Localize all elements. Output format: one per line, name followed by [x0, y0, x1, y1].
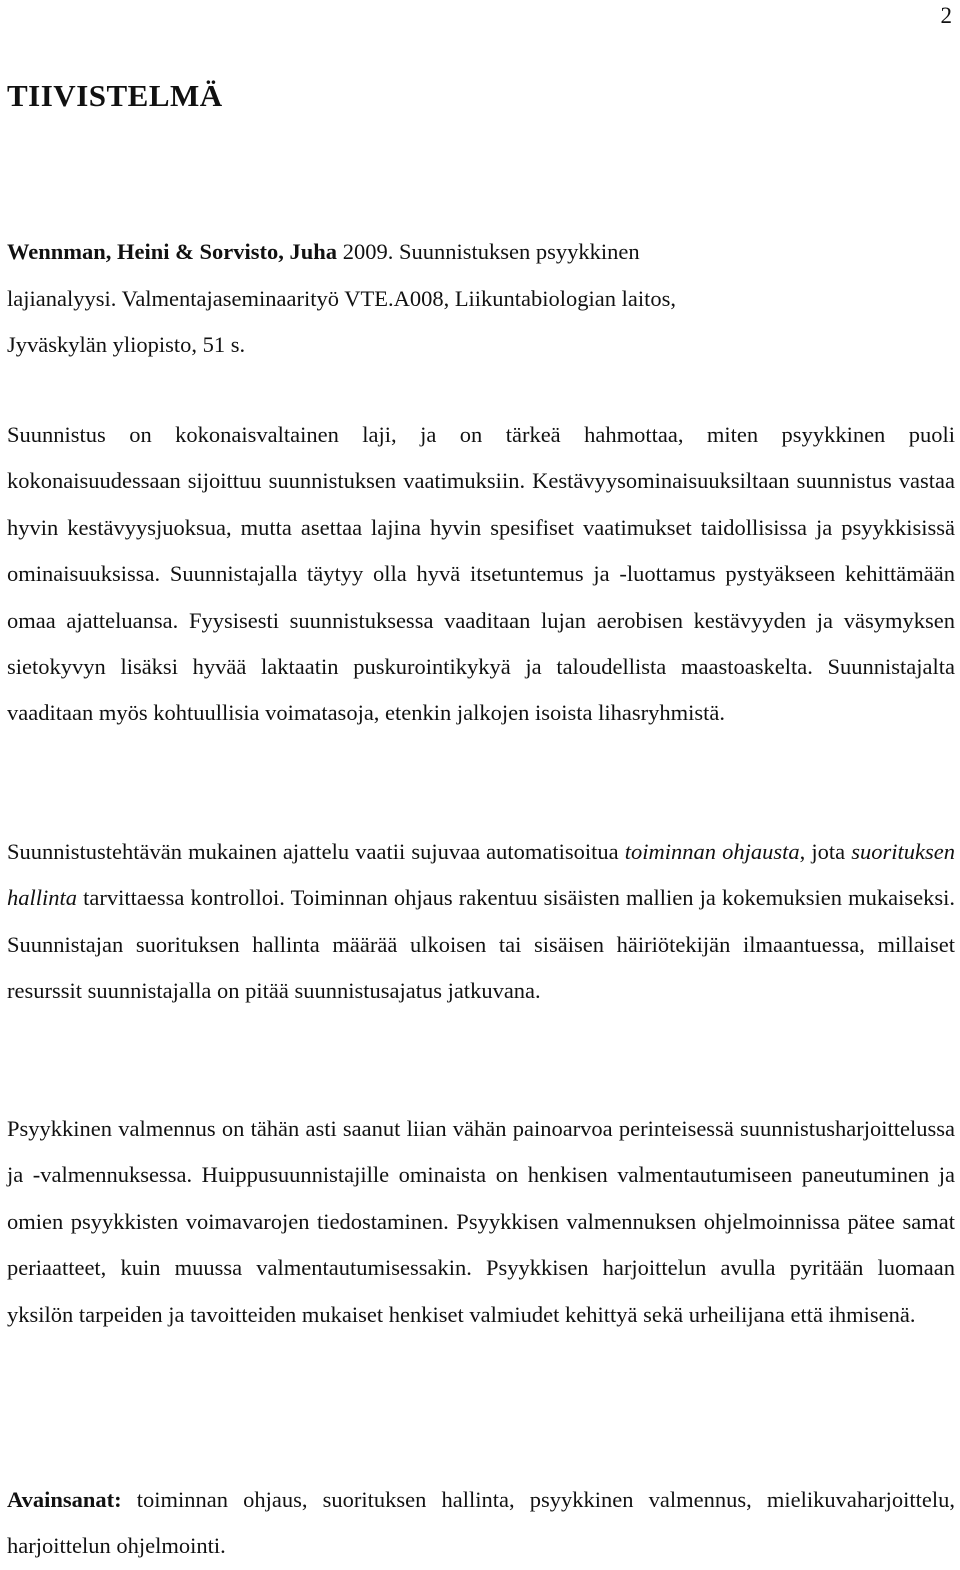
citation-authors: Wennman, Heini & Sorvisto, Juha [7, 239, 338, 264]
page-title: TIIVISTELMÄ [7, 78, 223, 113]
abstract-paragraph-2 [7, 829, 955, 1015]
paragraph-2-text-2: , jota [799, 839, 852, 864]
keywords-list: toiminnan ohjaus, suorituksen hallinta, psyykkinen valmennus, mielikuvaharjoittelu, harjoittelun ohjelmointi. [7, 1487, 955, 1559]
citation [7, 229, 727, 369]
paragraph-2-text-3: tarvittaessa kontrolloi. Toiminnan ohjaus rakentuu sisäisten mallien ja kokemuksien mukaiseksi. Suunnistajan suorituksen hallinta määrää ulkoisen tai sisäisen häiriötekijän ilmaantuessa, millaiset resurssit suunnistajalla on pitää suunnistusajatus jatkuvana. [7, 885, 955, 1004]
citation-details: 2009. Suunnistuksen psyykkinen lajianalyysi. Valmentajaseminaarityö VTE.A008, Liikuntabiologian laitos, Jyväskylän yliopisto, 51 s. [7, 239, 677, 357]
term-toiminnan-ohjaus: toiminnan ohjausta [624, 839, 800, 864]
keywords-label: Avainsanat: [7, 1487, 122, 1512]
paragraph-2-text-1: Suunnistustehtävän mukainen ajattelu vaatii sujuvaa automatisoitua [7, 839, 625, 864]
keywords [7, 1477, 955, 1570]
page-number: 2 [940, 3, 952, 28]
term-suorituksen-hallinta: suorituksen hallinta [7, 839, 955, 911]
abstract-paragraph-3: Psyykkinen valmennus on tähän asti saanut liian vähän painoarvoa perinteisessä suunnistusharjoittelussa ja -valmennuksessa. Huippusuunnistajille ominaista on henkisen valmentautumiseen paneutuminen ja omien psyykkisten voimavarojen tiedostaminen. Psyykkisen valmennuksen ohjelmoinnissa pätee samat periaatteet, kuin muussa valmentautumisessakin. Psyykkisen harjoittelun avulla pyritään luomaan yksilön tarpeiden ja tavoitteiden mukaiset henkiset valmiudet kehittyä sekä urheilijana että ihmisenä. [7, 1116, 955, 1327]
abstract-paragraph-1: Suunnistus on kokonaisvaltainen laji, ja on tärkeä hahmottaa, miten psyykkinen puoli kokonaisuudessaan sijoittuu suunnistuksen vaatimuksiin. Kestävyysominaisuuksiltaan suunnistus vastaa hyvin kestävyysjuoksua, mutta asettaa lajina hyvin spesifiset vaatimukset taidollisissa ja psyykkisissä ominaisuuksissa. Suunnistajalla täytyy olla hyvä itsetuntemus ja -luottamus pystyäkseen kehittämään omaa ajatteluansa. Fyysisesti suunnistuksessa vaaditaan lujan aerobisen kestävyyden ja väsymyksen sietokyvyn lisäksi hyvää laktaatin puskurointikykyä ja taloudellista maastoaskelta. Suunnistajalta vaaditaan myös kohtuullisia voimatasoja, etenkin jalkojen isoista lihasryhmistä. [7, 422, 955, 726]
